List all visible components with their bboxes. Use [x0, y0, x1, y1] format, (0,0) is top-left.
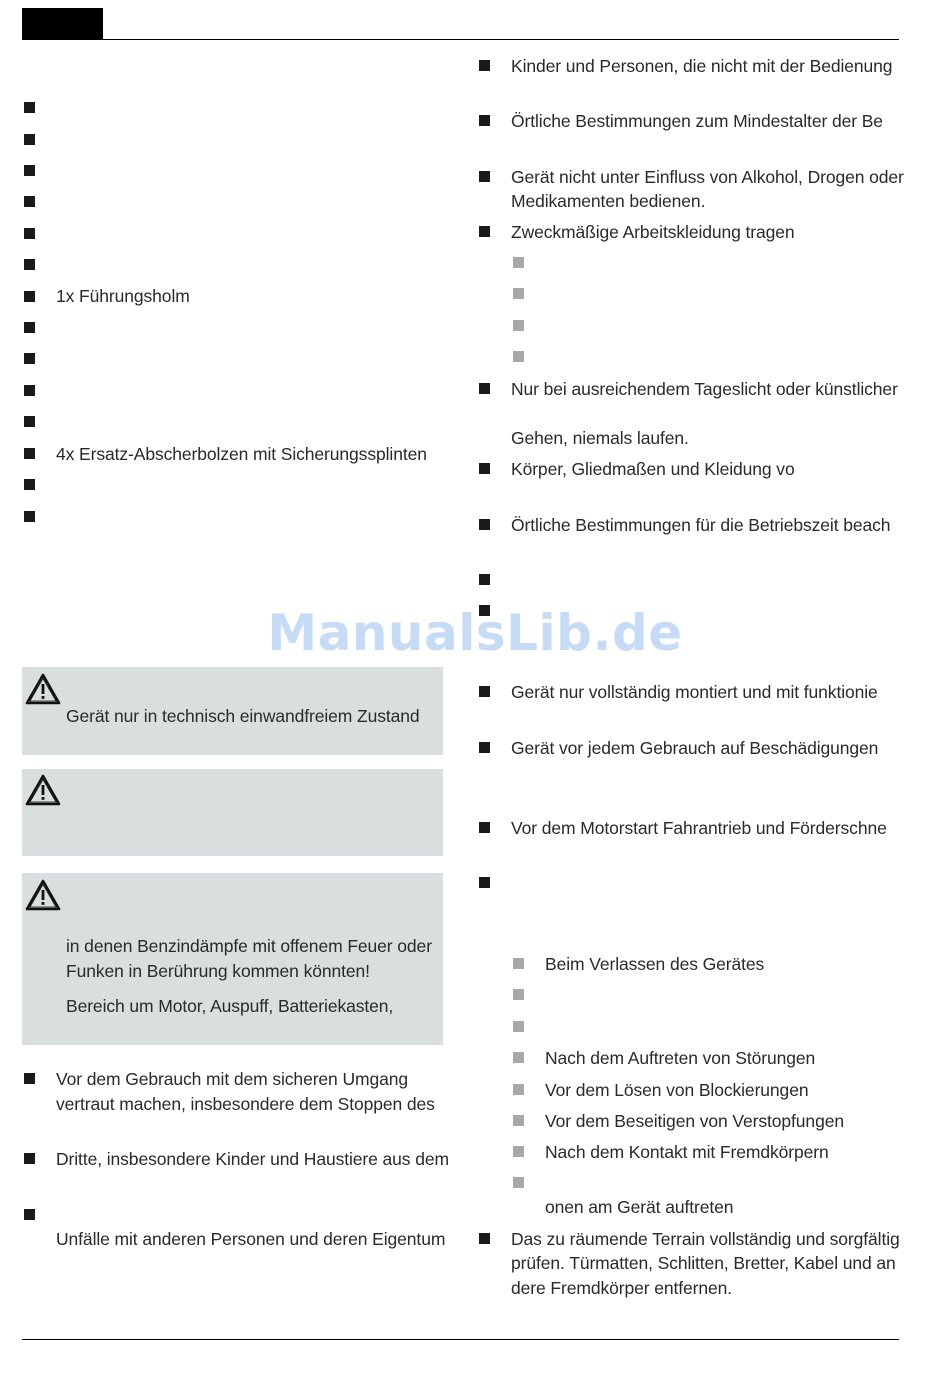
warning-box: [22, 769, 443, 856]
sub-list-item-text: Vor dem Beseitigen von Verstopfungen: [545, 1111, 844, 1131]
warning-box: [22, 873, 443, 1045]
header-tab: [22, 8, 103, 40]
list-bullet: [479, 171, 490, 182]
sub-list-item-text: onen am Gerät auftreten: [545, 1197, 734, 1217]
list-item-text: Gerät vor jedem Gebrauch auf Beschädigungen: [511, 738, 879, 758]
sub-list-item-text: Beim Verlassen des Gerätes: [545, 954, 765, 974]
list-item-text: Örtliche Bestimmungen zum Mindestalter der Be: [511, 111, 883, 131]
list-item-text: Vor dem Gebrauch mit dem sicheren Umgang: [56, 1069, 408, 1089]
list-item-text: Dritte, insbesondere Kinder und Haustiere aus dem: [56, 1149, 449, 1169]
footer-rule: [22, 1339, 899, 1340]
list-bullet: [24, 196, 35, 207]
sub-list-bullet: [513, 958, 524, 969]
warning-triangle-icon: [25, 774, 61, 806]
list-item-text: Gehen, niemals laufen.: [511, 428, 689, 448]
list-bullet: [479, 463, 490, 474]
sub-list-bullet: [513, 1052, 524, 1063]
list-bullet: [479, 519, 490, 530]
list-bullet: [24, 1073, 35, 1084]
warning-triangle-icon: [25, 673, 61, 705]
sub-list-bullet: [513, 351, 524, 362]
list-item-text: Nur bei ausreichendem Tageslicht oder künstlicher: [511, 379, 898, 399]
list-item-text: dere Fremdkörper entfernen.: [511, 1278, 733, 1298]
list-bullet: [479, 115, 490, 126]
warning-text: Gerät nur in technisch einwandfreiem Zustand: [66, 706, 420, 726]
list-item-text: Medikamenten bedienen.: [511, 191, 706, 211]
watermark: ManualsLib.de: [267, 604, 683, 662]
header-rule: [22, 39, 899, 40]
list-item-text: Körper, Gliedmaßen und Kleidung vo: [511, 459, 795, 479]
list-bullet: [24, 291, 35, 302]
list-item-text: prüfen. Türmatten, Schlitten, Bretter, Kabel und an: [511, 1253, 896, 1273]
list-item-text: Kinder und Personen, die nicht mit der Bedienung: [511, 56, 893, 76]
sub-list-item-text: Vor dem Lösen von Blockierungen: [545, 1080, 809, 1100]
list-bullet: [479, 877, 490, 888]
list-bullet: [24, 511, 35, 522]
warning-box: [22, 667, 443, 755]
list-item-text: Gerät nicht unter Einfluss von Alkohol, Drogen oder: [511, 167, 904, 187]
list-bullet: [24, 228, 35, 239]
list-item-text: Gerät nur vollständig montiert und mit funktionie: [511, 682, 878, 702]
list-bullet: [479, 742, 490, 753]
list-item-text: Örtliche Bestimmungen für die Betriebszeit beach: [511, 515, 891, 535]
list-item-text: Vor dem Motorstart Fahrantrieb und Förderschne: [511, 818, 887, 838]
list-item-text: 4x Ersatz-Abscherbolzen mit Sicherungssplinten: [56, 444, 427, 464]
sub-list-bullet: [513, 320, 524, 331]
sub-list-bullet: [513, 1177, 524, 1188]
sub-list-item-text: Nach dem Auftreten von Störungen: [545, 1048, 816, 1068]
list-bullet: [24, 165, 35, 176]
list-bullet: [24, 134, 35, 145]
warning-text: Bereich um Motor, Auspuff, Batteriekasten,: [66, 996, 394, 1016]
list-bullet: [24, 385, 35, 396]
list-bullet: [24, 102, 35, 113]
sub-list-bullet: [513, 1146, 524, 1157]
list-bullet: [24, 259, 35, 270]
sub-list-bullet: [513, 989, 524, 1000]
list-bullet: [24, 322, 35, 333]
list-bullet: [479, 60, 490, 71]
list-bullet: [479, 574, 490, 585]
list-bullet: [479, 383, 490, 394]
warning-triangle-icon: [25, 879, 61, 911]
sub-list-bullet: [513, 1084, 524, 1095]
list-item-text: Zweckmäßige Arbeitskleidung tragen: [511, 222, 795, 242]
list-item-text: 1x Führungsholm: [56, 286, 190, 306]
list-item-text: Das zu räumende Terrain vollständig und sorgfältig: [511, 1229, 900, 1249]
sub-list-bullet: [513, 288, 524, 299]
sub-list-bullet: [513, 257, 524, 268]
list-bullet: [24, 479, 35, 490]
list-bullet: [479, 1233, 490, 1244]
sub-list-bullet: [513, 1115, 524, 1126]
list-bullet: [24, 448, 35, 459]
sub-list-bullet: [513, 1021, 524, 1032]
list-bullet: [479, 822, 490, 833]
list-item-text: Unfälle mit anderen Personen und deren Eigentum: [56, 1229, 446, 1249]
list-bullet: [24, 353, 35, 364]
list-bullet: [24, 1209, 35, 1220]
warning-text: Funken in Berührung kommen könnten!: [66, 961, 370, 981]
sub-list-item-text: Nach dem Kontakt mit Fremdkörpern: [545, 1142, 829, 1162]
list-bullet: [479, 686, 490, 697]
warning-text: in denen Benzindämpfe mit offenem Feuer oder: [66, 936, 432, 956]
list-bullet: [24, 1153, 35, 1164]
list-bullet: [24, 416, 35, 427]
list-item-text: vertraut machen, insbesondere dem Stoppen des: [56, 1094, 435, 1114]
list-bullet: [479, 226, 490, 237]
